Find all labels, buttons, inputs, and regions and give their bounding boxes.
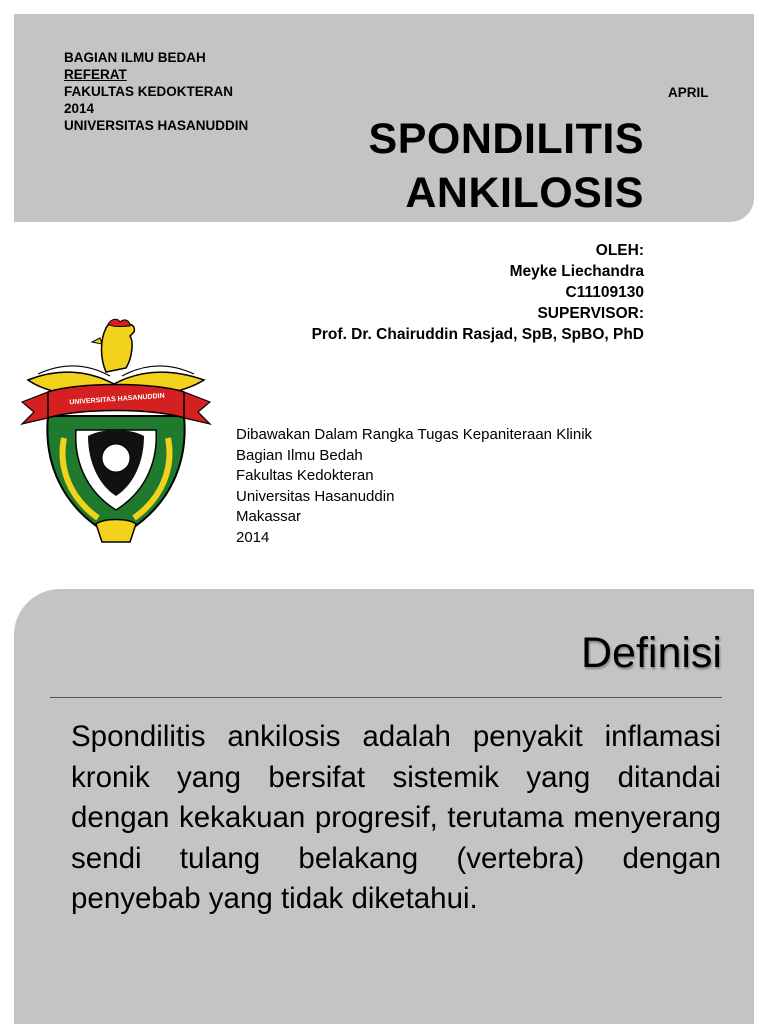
by-label: OLEH:: [595, 242, 644, 259]
presentation-info: [236, 425, 592, 548]
supervisor-name: Prof. Dr. Chairuddin Rasjad, SpB, SpBO, PhD: [311, 326, 644, 343]
info-line-4: Universitas Hasanuddin: [236, 487, 395, 505]
info-line-1: Dibawakan Dalam Rangka Tugas Kepaniteraan Klinik: [236, 426, 593, 443]
author-name: Meyke Liechandra: [509, 263, 644, 280]
institution-block: [64, 49, 248, 134]
info-line-3: Fakultas Kedokteran: [236, 467, 374, 484]
faculty-line: FAKULTAS KEDOKTERAN: [64, 84, 233, 99]
doc-type-line: REFERAT: [64, 67, 127, 82]
logo-banner-text: UNIVERSITAS HASANUDDIN: [69, 392, 165, 407]
title-divider: [50, 697, 722, 698]
month-label: APRIL: [668, 85, 709, 100]
info-line-6: 2014: [236, 528, 270, 546]
definition-body: Spondilitis ankilosis adalah penyakit inflamasi kronik yang bersifat sistemik yang ditandai dengan kekakuan progresif, terutama menyerang sendi tulang belakang (vertebra) dengan penyebab yang tidak diketahui.: [71, 720, 721, 915]
info-line-2: Bagian Ilmu Bedah: [236, 446, 363, 464]
university-logo-icon: [18, 318, 214, 548]
year-line: 2014: [64, 101, 95, 116]
author-block: [312, 240, 644, 345]
title-line-1: SPONDILITIS: [368, 115, 644, 163]
university-line: UNIVERSITAS HASANUDDIN: [64, 118, 249, 133]
info-line-5: Makassar: [236, 508, 302, 525]
title-line-2: ANKILOSIS: [405, 169, 644, 217]
slide-title: [369, 112, 644, 220]
supervisor-label: SUPERVISOR:: [537, 305, 644, 322]
definition-slide: [14, 589, 754, 1024]
department-line: BAGIAN ILMU BEDAH: [64, 50, 206, 65]
definition-title: Definisi: [581, 629, 722, 677]
student-id: C11109130: [565, 284, 644, 301]
